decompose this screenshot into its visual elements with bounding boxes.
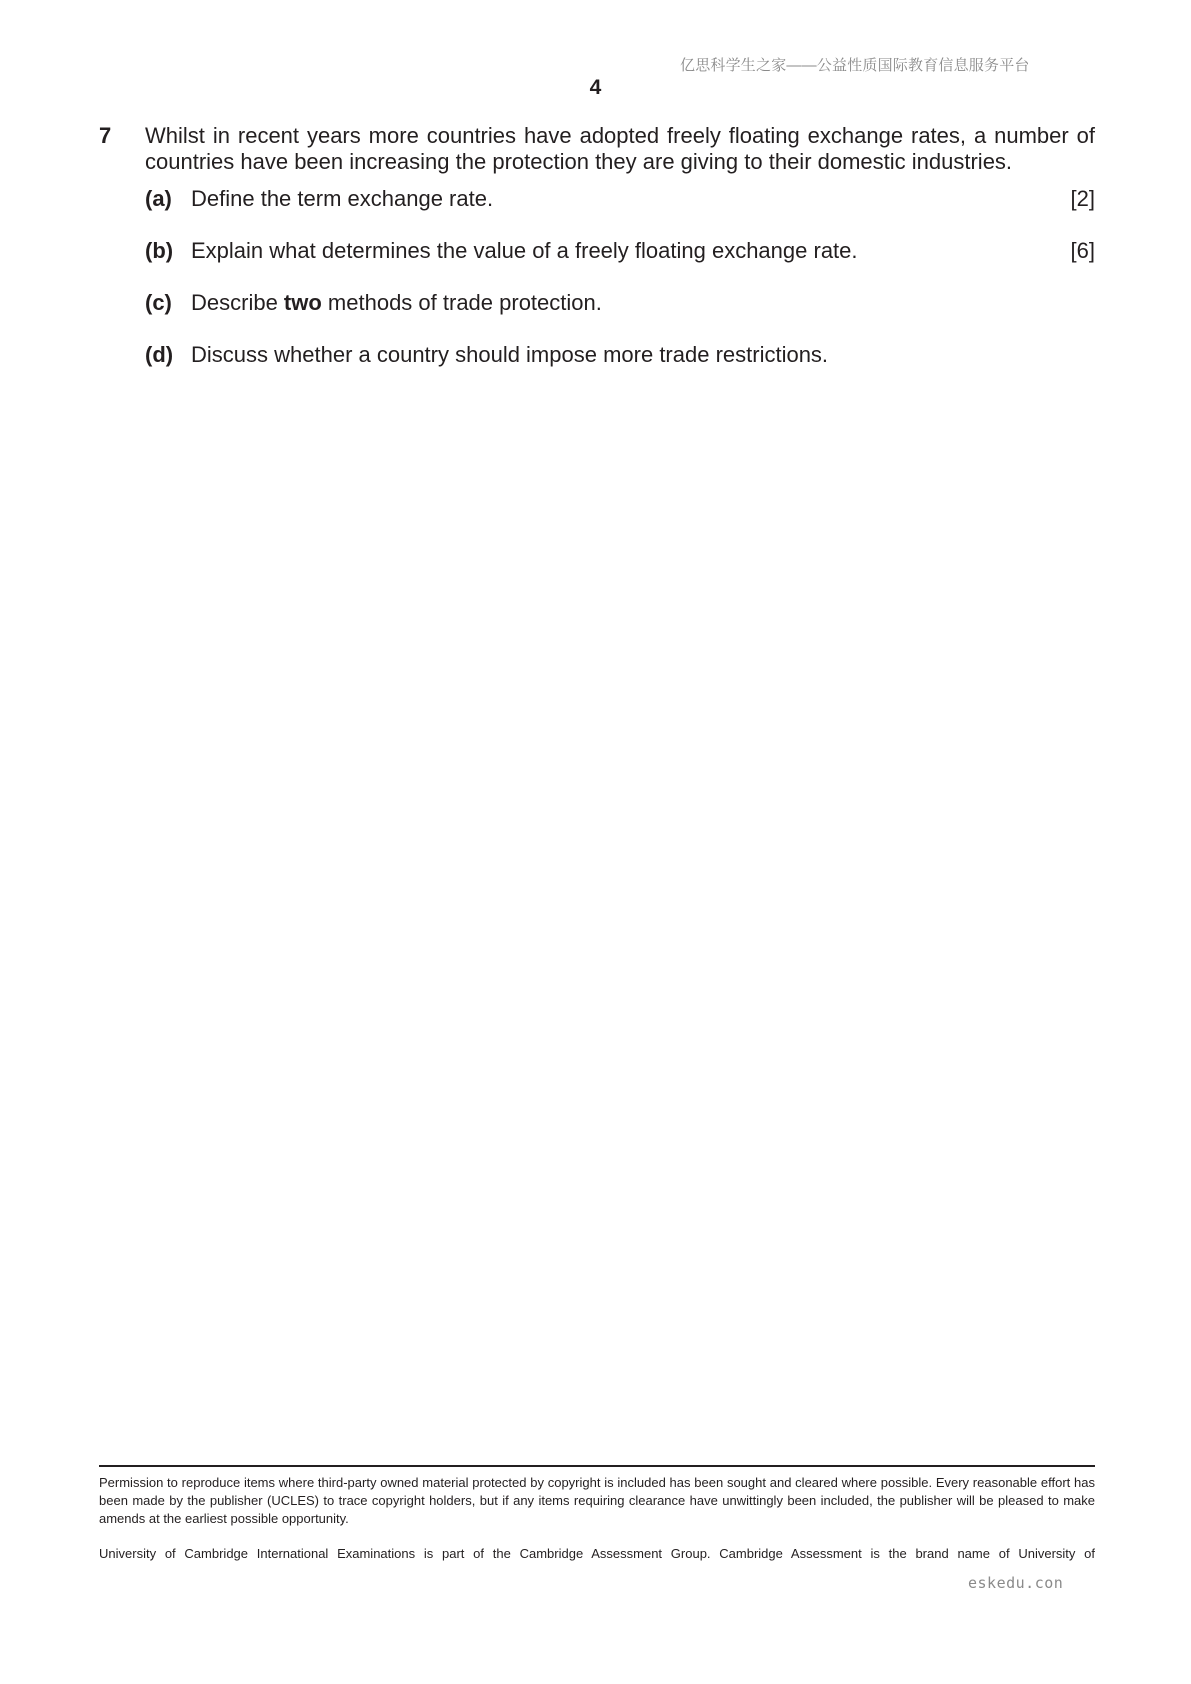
header-watermark: 亿思科学生之家——公益性质国际教育信息服务平台	[680, 57, 1030, 74]
question-stem: Whilst in recent years more countries have adopted freely floating exchange rates, a number of countries have been increasing the protection they are giving to their domestic industries.	[145, 123, 1095, 174]
part-label: (d)	[145, 342, 174, 367]
footer-divider	[99, 1465, 1095, 1467]
part-label: (c)	[145, 290, 172, 315]
part-text-after: methods of trade protection.	[321, 290, 602, 315]
part-label: (b)	[145, 238, 174, 263]
page-number: 4	[589, 76, 602, 99]
question-part-b	[145, 238, 1095, 264]
footer-watermark: eskedu.con	[968, 1574, 1064, 1592]
part-text: Explain what determines the value of a freely floating exchange rate.	[191, 238, 858, 263]
part-label: (a)	[145, 186, 172, 211]
footer-permission-text: Permission to reproduce items where third-party owned material protected by copyright is included has been sought and cleared where possible. Every reasonable effort has been made by the publisher (UCLES) to trace copyright holders, but if any items requiring clearance have unwittingly been included, the publisher will be pleased to make amends at the earliest possible opportunity.	[99, 1475, 1095, 1526]
part-marks: [2]	[1070, 186, 1095, 211]
part-text: Discuss whether a country should impose more trade restrictions.	[191, 342, 829, 367]
question-part-c	[145, 290, 1095, 316]
question-part-d	[145, 342, 1095, 368]
part-text: Define the term exchange rate.	[191, 186, 494, 211]
part-text-emphasis: two	[283, 290, 322, 315]
part-marks: [6]	[1070, 238, 1095, 263]
part-text-before: Describe	[191, 290, 284, 315]
footer-university-text: University of Cambridge International Examinations is part of the Cambridge Assessment Group. Cambridge Assessment is the brand name of University of	[99, 1546, 1095, 1561]
part-text	[191, 290, 602, 316]
question-part-a	[145, 186, 1095, 212]
question-number: 7	[99, 123, 112, 148]
